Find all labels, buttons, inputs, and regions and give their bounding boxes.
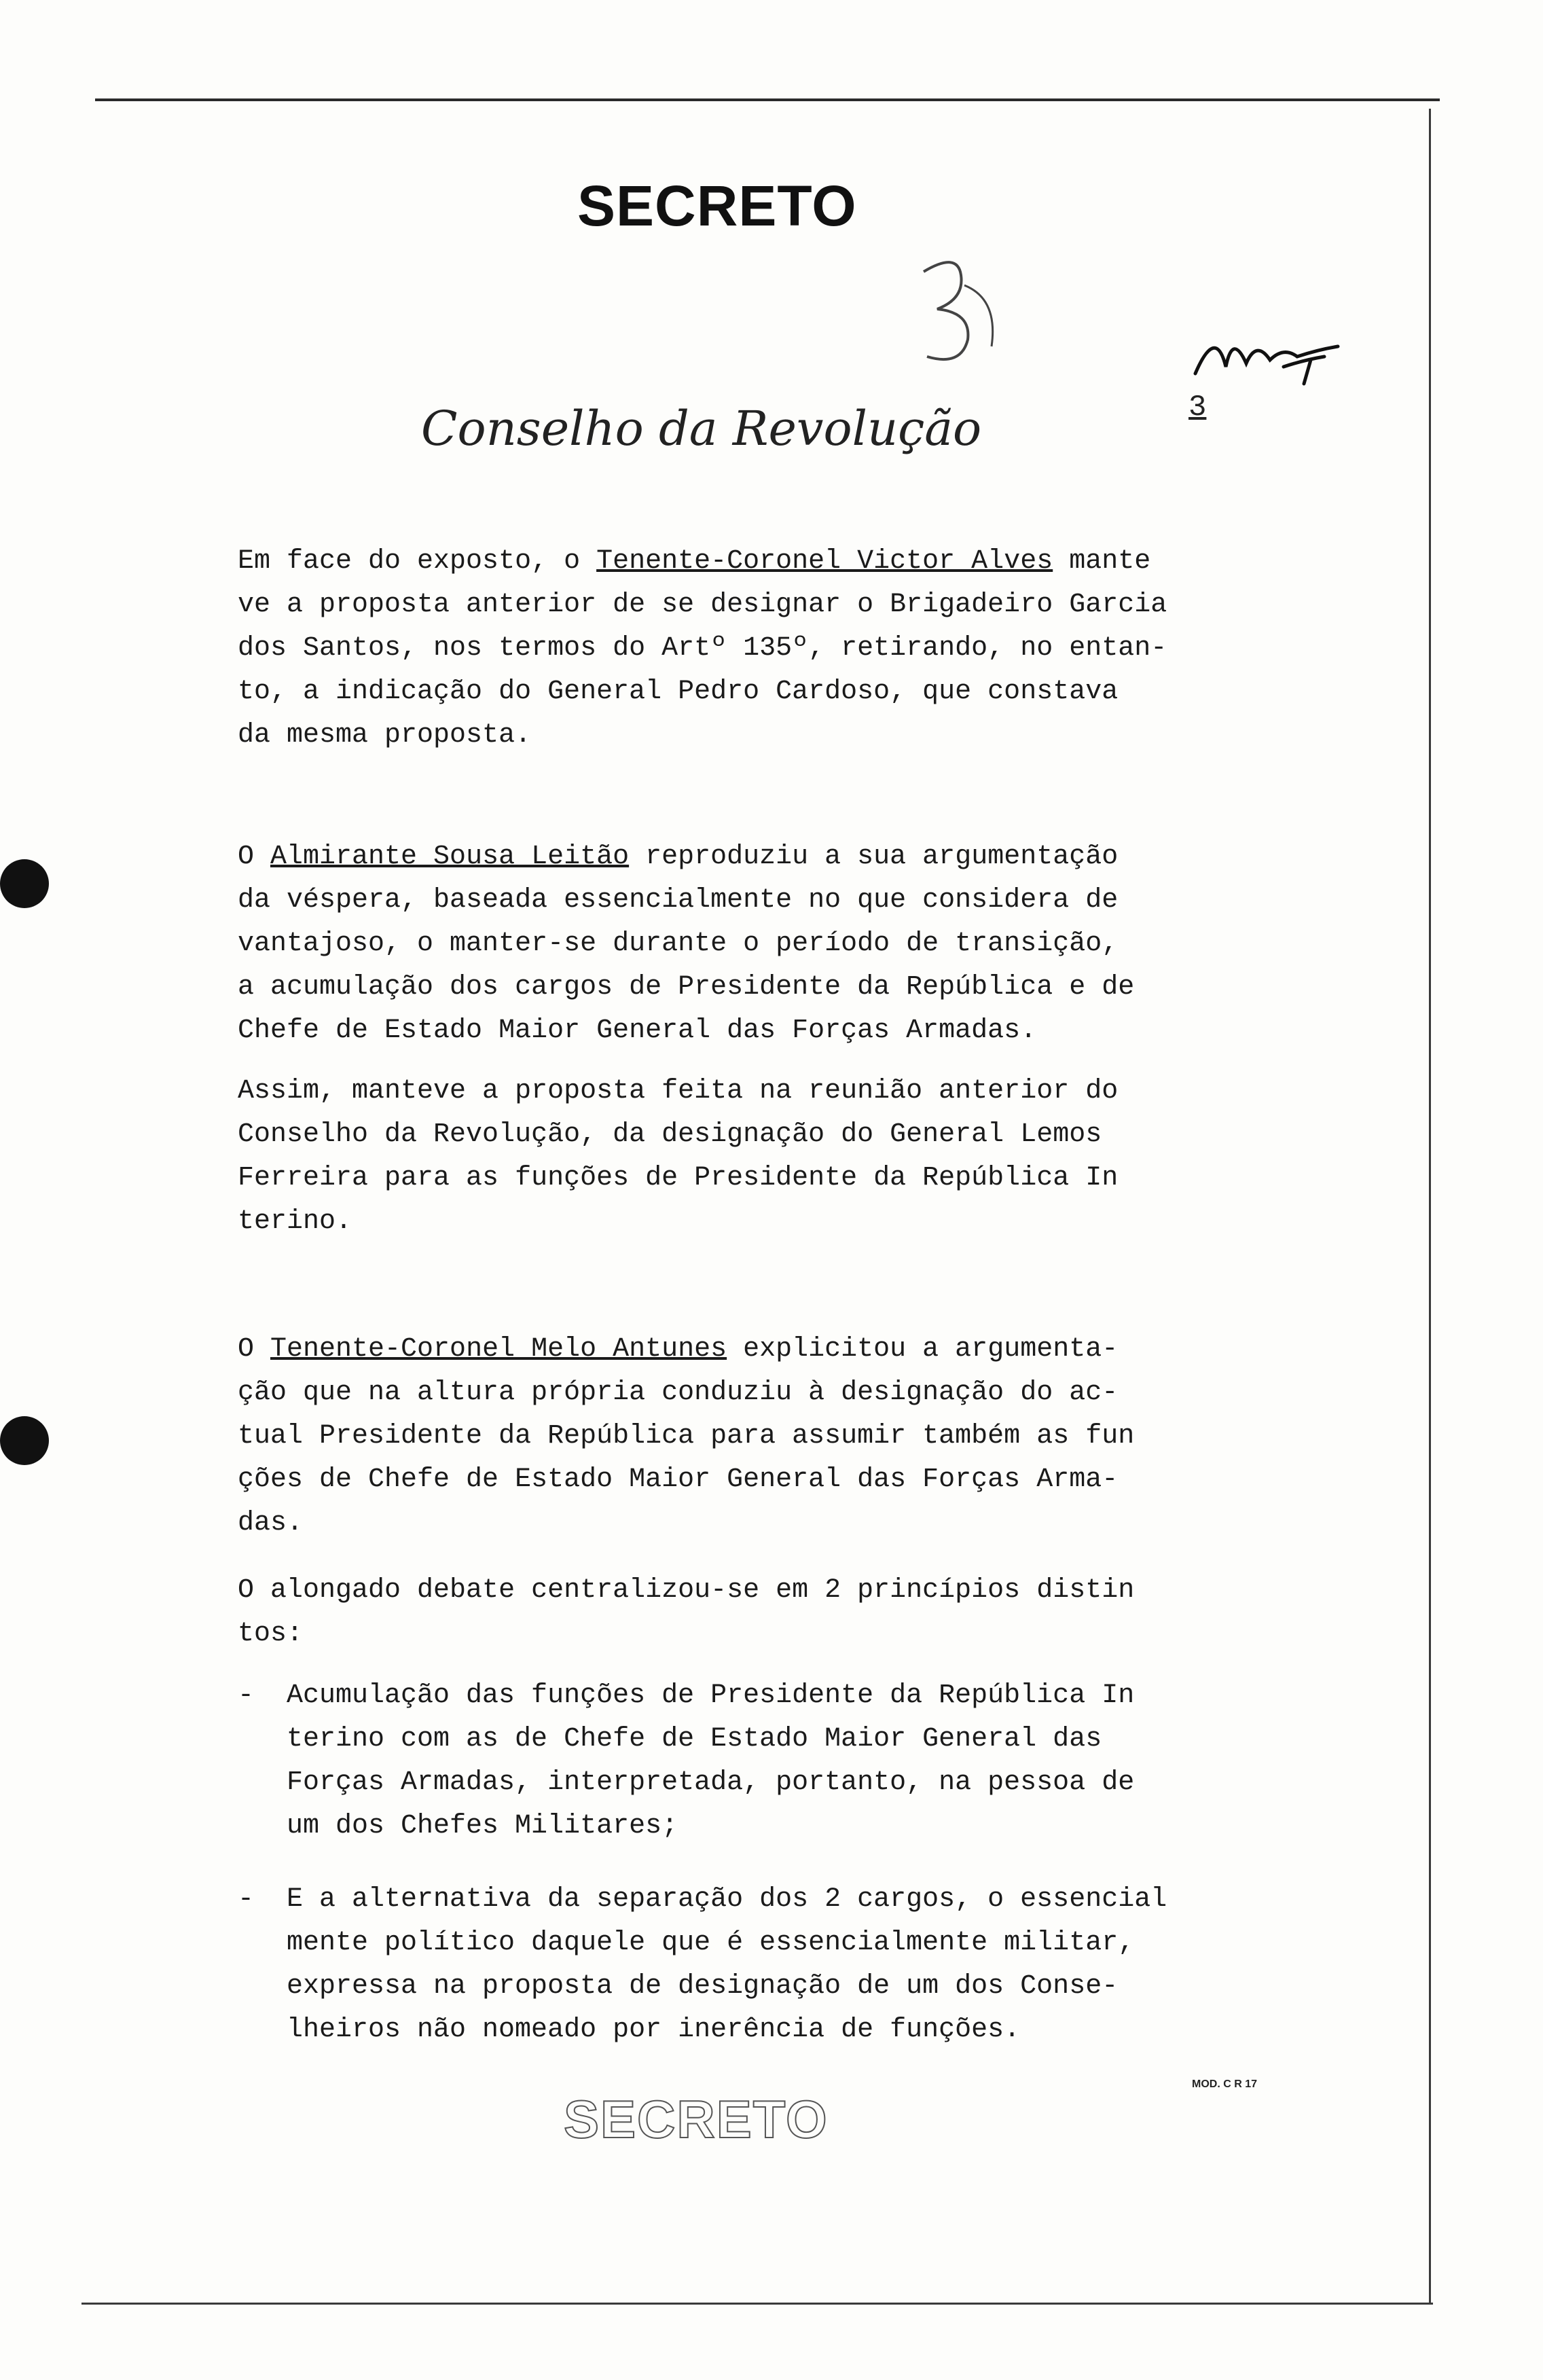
handwritten-number-mark	[896, 245, 1019, 380]
bullet-item-accumulation	[238, 1674, 1236, 1848]
paragraph-text: O	[238, 842, 271, 872]
punch-hole-upper	[0, 859, 49, 908]
classification-stamp-top: SECRETO	[577, 174, 857, 238]
classification-stamp-bottom: SECRETO	[564, 2089, 829, 2149]
bullet-item-separation	[238, 1878, 1236, 2052]
bullet-dash: -	[238, 1680, 255, 1711]
letterhead: Conselho da Revolução	[421, 401, 982, 456]
page-number: 3	[1188, 391, 1207, 425]
paragraph-lemos-ferreira-proposal	[238, 1070, 1236, 1244]
paragraph-sousa-leitao	[238, 835, 1236, 1053]
paragraph-debate-principles	[238, 1569, 1236, 1656]
paragraph-text: O	[238, 1334, 271, 1365]
paragraph-victor-alves	[238, 540, 1236, 757]
underlined-name: Tenente-Coronel Victor Alves	[596, 546, 1053, 577]
underlined-name: Almirante Sousa Leitão	[270, 842, 630, 872]
paragraph-text: Assim, manteve a proposta feita na reunião anterior do Conselho da Revolução, da designação do General Lemos Ferreira para as funções de Presidente da República In terino.	[238, 1076, 1119, 1237]
paragraph-melo-antunes	[238, 1328, 1236, 1545]
bullet-text: Acumulação das funções de Presidente da República In terino com as de Chefe de Estado Maior General das Forças Armadas, interpretada, portanto, na pessoa de um dos Chefes Militares;	[287, 1680, 1135, 1841]
bullet-text: E a alternativa da separação dos 2 cargos, o essencial mente político daquele que é essencialmente militar, expressa na proposta de designação de um dos Conse- lheiros não nomeado por inerência de funções.	[287, 1884, 1167, 2045]
paragraph-text: mante ve a proposta anterior de se designar o Brigadeiro Garcia dos Santos, nos termos do Artº 135º, retirando, no entan- to, a indicação do General Pedro Cardoso, que constava da mesma proposta.	[238, 546, 1167, 751]
bottom-border-line	[81, 2303, 1433, 2305]
punch-hole-lower	[0, 1416, 49, 1465]
paragraph-text: explicitou a argumenta- ção que na altura própria conduziu à designação do ac- tual Presidente da República para assumir também as fun ções de Chefe de Estado Maior General das Forças Arma- das.	[238, 1334, 1135, 1538]
right-border-line	[1429, 109, 1431, 2303]
underlined-name: Tenente-Coronel Melo Antunes	[270, 1334, 727, 1365]
bullet-dash: -	[238, 1884, 255, 1915]
signature-initials	[1188, 319, 1345, 394]
top-border-line	[95, 98, 1440, 101]
paragraph-text: reproduziu a sua argumentação da véspera, baseada essencialmente no que considera de vantajoso, o manter-se durante o período de transição, a acumulação dos cargos de Presidente da República e de Chefe de Estado Maior General das Forças Armadas.	[238, 842, 1135, 1046]
paragraph-text: O alongado debate centralizou-se em 2 princípios distin tos:	[238, 1575, 1135, 1649]
form-code: MOD. C R 17	[1192, 2078, 1258, 2090]
paragraph-text: Em face do exposto, o	[238, 546, 597, 577]
